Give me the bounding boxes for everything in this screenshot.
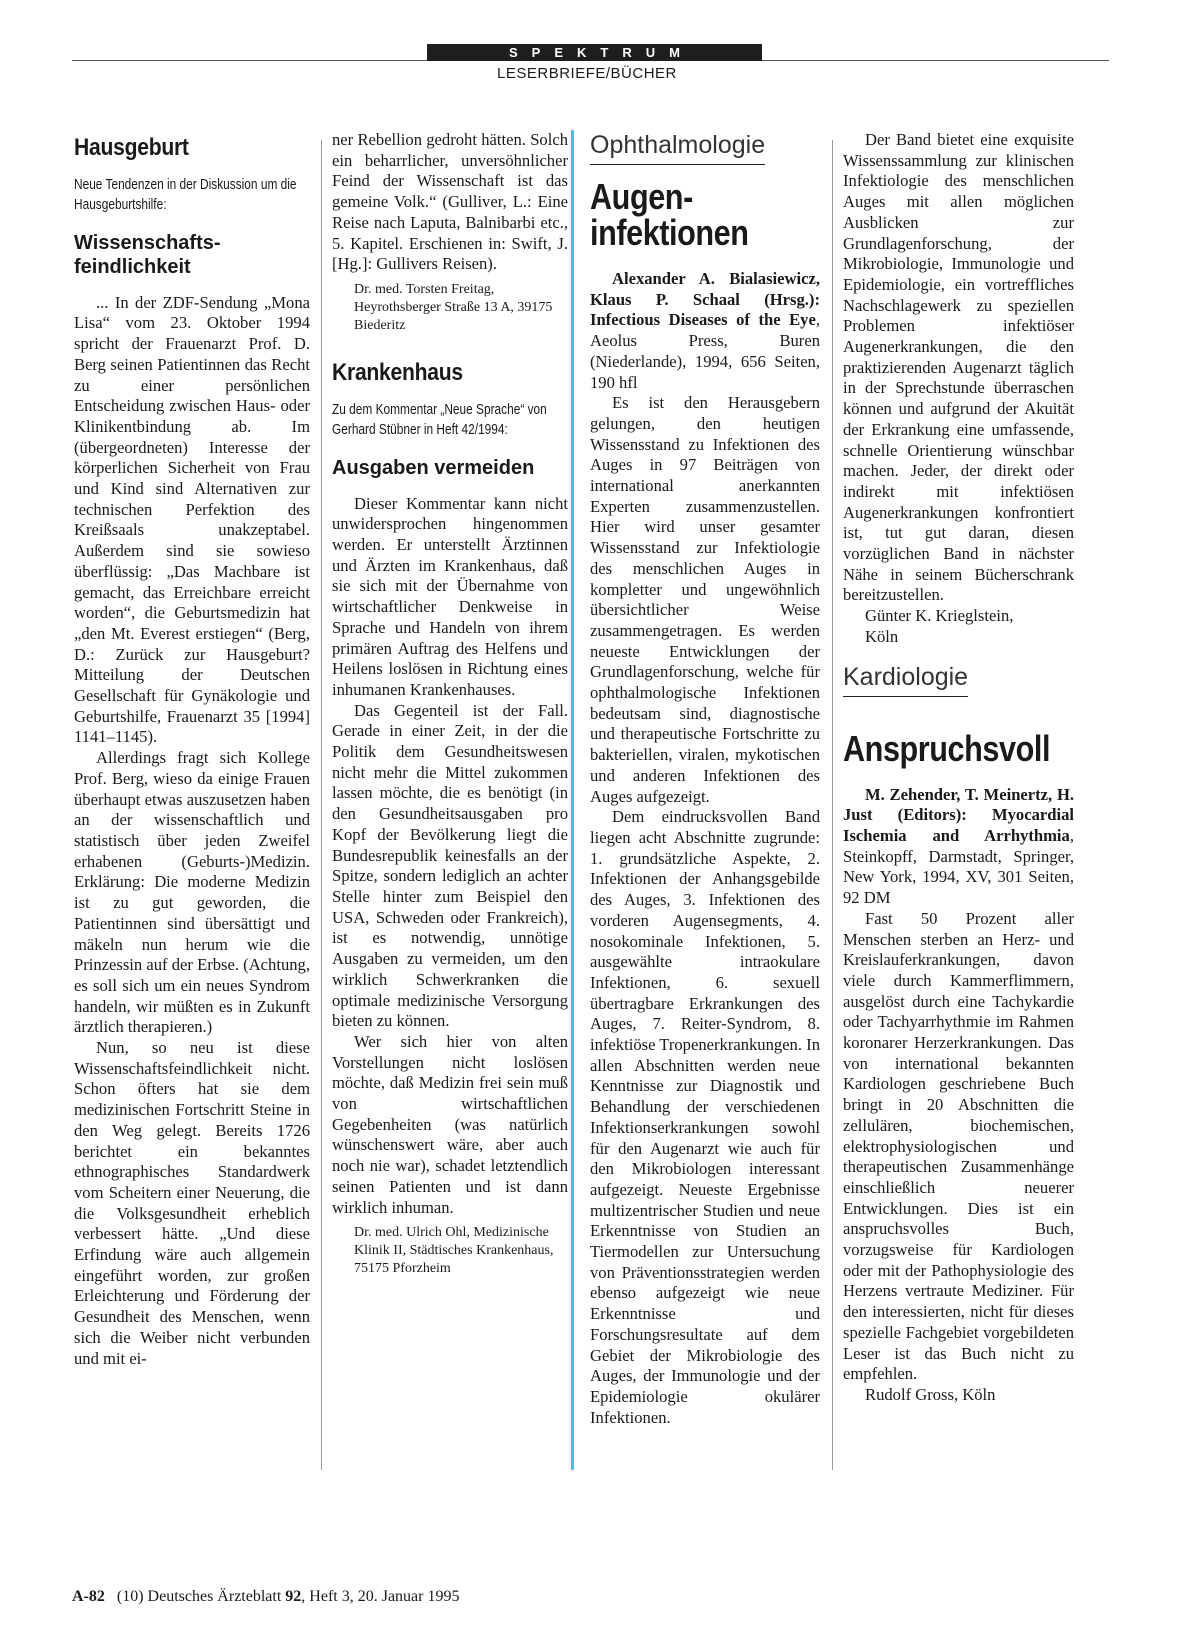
column-divider bbox=[321, 140, 322, 1470]
section-label: Ophthalmologie bbox=[590, 130, 765, 165]
reviewer-name: Günter K. Krieglstein, bbox=[865, 606, 1014, 626]
paragraph: Wer sich hier von alten Vorstellungen nicht loslösen möchte, daß Medizin frei sein muß von wirtschaftlichen Gegebenheiten (was natürlich wünschenswert wäre, aber auch noch nie war), schadet letztendlich seinen Patienten und ist dann wirklich inhuman. bbox=[332, 1031, 568, 1217]
paragraph: ... In der ZDF-Sendung „Mona Lisa“ vom 23. Oktober 1994 spricht der Frauenarzt Prof. D. Berg seinen Patientinnen das Recht zu einer persönlichen Entscheidung zwischen Haus- oder Klinikentbindung ab. Im (übergeordneten) Interesse der körperlichen Sicherheit von Frau und Kind sind Alternativen zur technischen Perfektion des Kreißsaals unakzeptabel. Außerdem sind sie sowieso überflüssig: „Das Machbare ist gemacht, das Erreichbare erreicht worden“, die Geburtsmedizin hat „den Mt. Everest erstiegen“ (Berg, D.: Zurück zur Hausgeburt? Mitteilung der Deutschen Gesellschaft für Gynäkologie und Geburtshilfe, Frauenarzt 35 [1994] 1141–1145). bbox=[74, 292, 310, 747]
issue-date: , Heft 3, 20. Januar 1995 bbox=[301, 1588, 460, 1605]
paragraph: Dem eindrucksvollen Band liegen acht Abschnitte zugrunde: 1. grundsätzliche Aspekte, 2. Infektionen der Anhangsgebilde des Auges, 3. Infektionen des vorderen Augensegments, 4. nosokominale Infektionen, 5. ausgewählte intraokulare Infektionen, 6. sexuell übertragbare Erkrankungen des Auges, 7. Reiter-Syndrom, 8. infektiöse Tropenerkrankungen. In allen Abschnitten werden neue Kenntnisse zur Diagnostik und Behandlung der verschiedenen Infektionserkrankungen sowohl für den Augenarzt wie auch für den Mikrobiologen interessant aufgezeigt. Neueste Ergebnisse multizentrischer Studien und neue Erkenntnisse von Studien an Tiermodellen zur Untersuchung von Präventionsstrategien werden ebenso aufgezeigt wie neue Erkenntnisse und Forschungsresultate auf dem Gebiet der Mikrobiologie des Auges, der Immunologie und der Epidemiologie okulärer Infektionen. bbox=[590, 807, 820, 1427]
paragraph: Allerdings fragt sich Kollege Prof. Berg, wieso da einige Frauen überhaupt etwas auszusetzen haben an der wissenschaftlich und statistisch über jeden Zweifel erhabenen (Geburts-)Medizin. Erklärung: Die moderne Medizin ist zu gut geworden, die Patientinnen sind übersättigt und mäkeln nun herum wie die Prinzessin auf der Erbse. (Achtung, es soll sich um ein neues Syndrom handeln, wir müßten es in Zukunft ärztlich therapieren.) bbox=[74, 748, 310, 1037]
letter-signature: Dr. med. Ulrich Ohl, Medizinische Klinik II, Städtisches Krankenhaus, 75175 Pforzheim bbox=[354, 1225, 554, 1277]
paragraph: ner Rebellion gedroht hätten. Solch ein beharrlicher, unversöhnlicher Feind der Wissenschaft ist das gemeine Volk.“ (Gulliver, L.: Eine Reise nach Laputa, Balnibarbi etc., 5. Kapitel. Erschienen in: Swift, J. [Hg.]: Gullivers Reisen). bbox=[332, 130, 568, 274]
letter-signature: Dr. med. Torsten Freitag, Heyrothsberger Straße 13 A, 39175 Biederitz bbox=[354, 281, 553, 333]
column-4 bbox=[843, 130, 1074, 1406]
book-reference bbox=[590, 269, 820, 393]
column-divider bbox=[832, 140, 833, 1470]
paragraph: Dieser Kommentar kann nicht unwidersprochen hingenommen werden. Er unterstellt Ärztinnen und Ärzten im Krankenhaus, daß sie sich mit der Übernahme von wirtschaftlicher Denkweise in Sprache und Handeln von ihrem primären Auftrag des Helfens und Heilens loslösen in Richtung eines inhumanen Krankenhauses. bbox=[332, 493, 568, 699]
book-details: , Steinkopff, Darmstadt, Springer, New York, 1994, XV, 301 Seiten, 92 DM bbox=[843, 825, 1074, 908]
page-footer bbox=[72, 1588, 459, 1606]
book-reference bbox=[843, 785, 1074, 909]
review-title bbox=[590, 176, 786, 253]
section-label: Kardiologie bbox=[843, 662, 968, 697]
article-title: Krankenhaus bbox=[332, 358, 463, 386]
article-intro: Zu dem Kommentar „Neue Sprache“ von Gerhard Stübner in Heft 42/1994: bbox=[332, 401, 547, 438]
book-authors: M. Zehender, T. Meinertz, H. Just (Editors): Myocardial Ischemia and Arrhythmia bbox=[843, 784, 1074, 845]
book-details: , Aeolus Press, Buren (Niederlande), 1994, 656 Seiten, 190 hfl bbox=[590, 310, 820, 392]
paragraph: Fast 50 Prozent aller Menschen sterben an Herz- und Kreislauferkrankungen, davon viele durch Kammerflimmern, ausgelöst durch eine Tachykardie oder Tachyarrhythmie im Rahmen koronarer Herzerkrankungen. Das von international bekannten Kardiologen geschriebene Buch bringt in 20 Abschnitten die zellulären, biochemischen, elektrophysiologischen und therapeutischen Zusammenhänge einschließlich neuerer Entwicklungen. Dies ist ein anspruchsvolles Buch, vorzugsweise für Kardiologen oder mit der Pathophysiologie des Herzens vertraute Mediziner. Für den interessierten, nicht für dieses spezielle Fachgebiet vorgebildeten Leser ist das Buch nicht zu empfehlen. bbox=[843, 908, 1074, 1384]
section-banner: SPEKTRUM bbox=[427, 44, 762, 61]
reviewer-signature: Rudolf Gross, Köln bbox=[865, 1384, 996, 1404]
paragraph: Der Band bietet eine exquisite Wissenssammlung zur klinischen Infektiologie des menschlichen Auges mit allen möglichen Ausblicken zur Grundlagenforschung, der Mikrobiologie, Immunologie und Epidemiologie, ein vortreffliches Nachschlagewerk zu speziellen Problemen infektiöser Augenerkrankungen, die den praktizierenden Augenarzt täglich in der Sprechstunde überraschen können und aufgrund der Akuität der Erkrankung eine umfassende, schnelle Orientierung wünschbar machen. Jeder, der direkt oder indirekt mit infektiösen Augenerkrankungen konfrontiert ist, tut gut daran, diesen vorzüglichen Band in nächster Nähe in seinem Bücherschrank bereitzustellen. bbox=[843, 130, 1074, 605]
rubric-label: LESERBRIEFE/BÜCHER bbox=[497, 65, 677, 82]
review-title: Anspruchsvoll bbox=[843, 727, 1051, 769]
column-3 bbox=[590, 130, 820, 1428]
article-subtitle: Ausgaben vermeiden bbox=[332, 456, 535, 479]
paragraph: Es ist den Herausgebern gelungen, den heutigen Wissensstand zu Infektionen des Auges in 97 Beiträgen von international anerkannten Experten zusammenzustellen. Hier wird unser gesamter Wissensstand zur Infektiologie des menschlichen Auges in kompletter und ungewöhnlich übersichtlicher Weise zusammengetragen. Es werden neueste Entwicklungen der Grundlagenforschung, welche für ophthalmologische Infektionen bedeutsam sind, diagnostische und therapeutische Fortschritte zu bakteriellen, viralen, mykotischen und anderen Infektionen des Auges aufgezeigt. bbox=[590, 393, 820, 806]
reviewer-city: Köln bbox=[865, 626, 899, 646]
article-title: Hausgeburt bbox=[74, 134, 189, 161]
column-1 bbox=[74, 130, 310, 1369]
accent-bar bbox=[571, 130, 574, 1470]
review-title-line: Augen- bbox=[590, 176, 693, 217]
review-title-line: infektionen bbox=[590, 212, 749, 253]
paragraph: Das Gegenteil ist der Fall. Gerade in einer Zeit, in der die Politik dem Gesundheitswesen nicht mehr die Mittel zukommen lassen möchte, die es benötigt (in den Gesundheitsausgaben pro Kopf der Bevölkerung liegt die Bundesrepublik keinesfalls an der Spitze, sondern lediglich an achter Stelle hinter zum Beispiel den USA, Schweden oder Frankreich), ist es notwendig, unnötige Ausgaben zu vermeiden, um den wirklich Schwerkranken die optimale medizinische Versorgung bieten zu können. bbox=[332, 700, 568, 1031]
paragraph: Nun, so neu ist diese Wissenschaftsfeindlichkeit nicht. Schon öfters hat sie dem medizinischen Fortschritt Steine in den Weg gelegt. Bereits 1726 berichtet ein bekanntes ethnographisches Standardwerk vom Scheitern einer Neuerung, die die Volksgesundheit erheblich verbessert hätte. „Und diese Erfindung wäre auch allgemein eingeführt worden, zur großen Erleichterung und Förderung der Gesundheit des Menschen, wenn sich die Weiber nicht verbunden und mit ei- bbox=[74, 1038, 310, 1368]
article-subtitle: Wissenschafts-feindlichkeit bbox=[74, 231, 221, 278]
journal-name: (10) Deutsches Ärzteblatt bbox=[116, 1588, 282, 1605]
column-2 bbox=[332, 130, 568, 1278]
article-intro: Neue Tendenzen in der Diskussion um die Hausgeburtshilfe: bbox=[74, 176, 297, 213]
book-authors: Alexander A. Bialasiewicz, Klaus P. Schaal (Hrsg.): Infectious Diseases of the Eye bbox=[590, 269, 820, 330]
page-number: A-82 bbox=[72, 1588, 105, 1605]
journal-volume: 92 bbox=[285, 1588, 302, 1605]
